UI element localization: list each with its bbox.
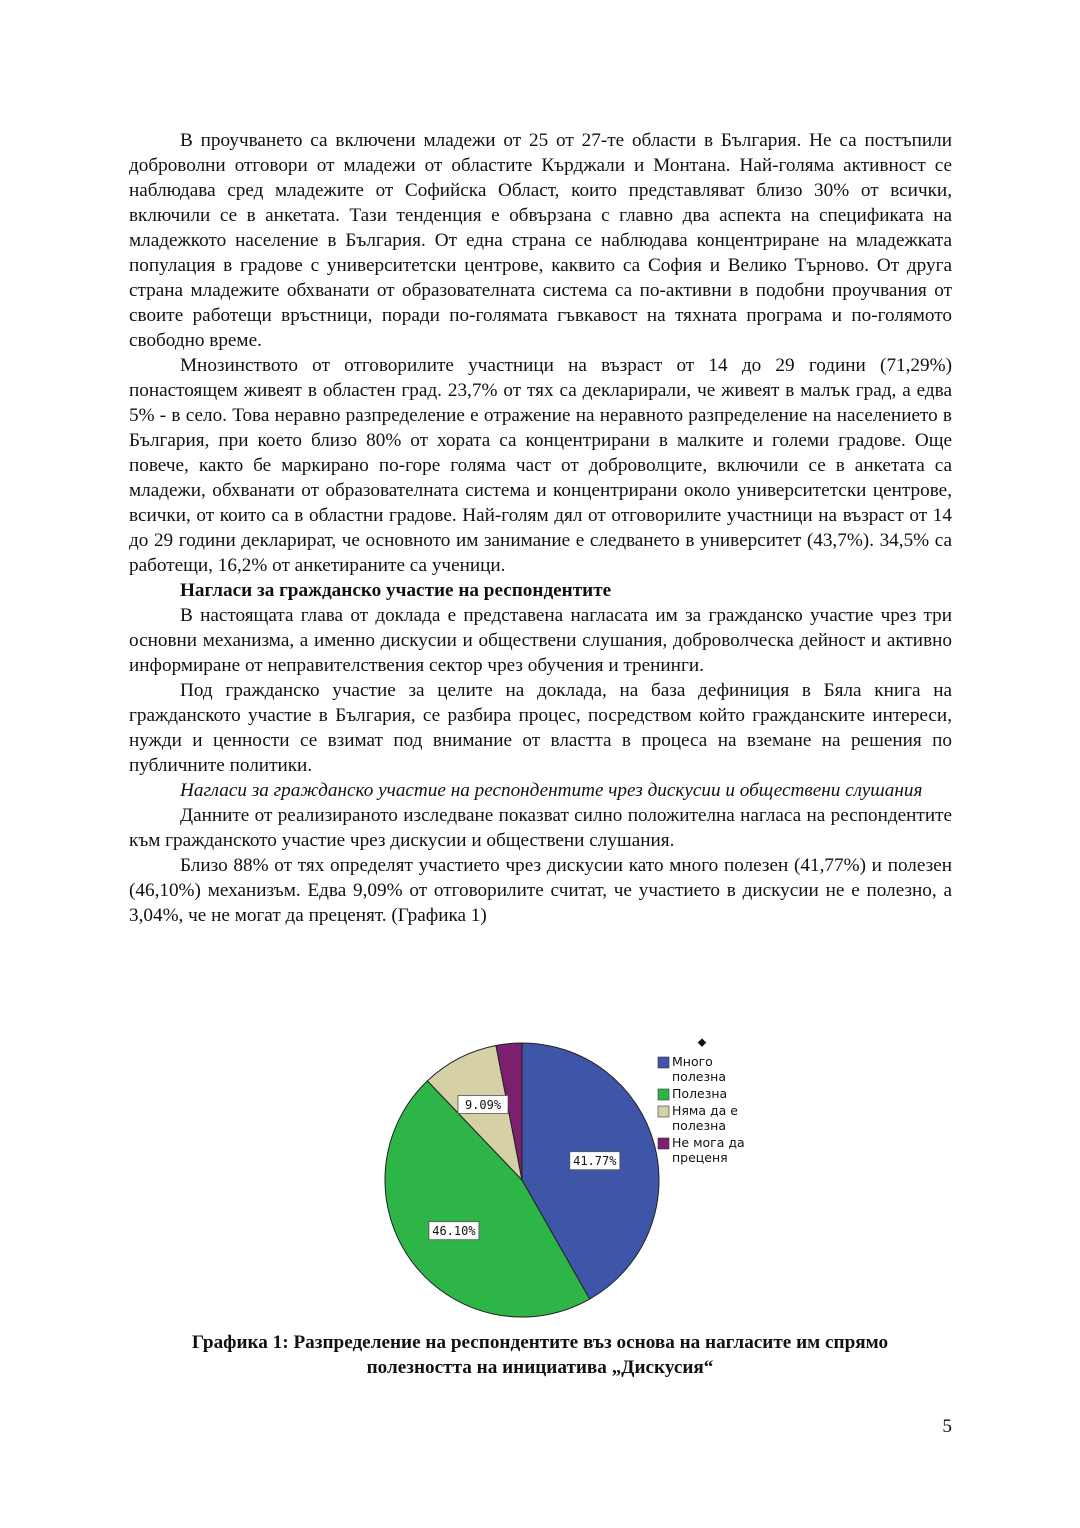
pie-data-label-2 — [429, 1222, 479, 1240]
subsection-heading: Нагласи за гражданско участие на респондентите чрез дискусии и обществени слушания — [180, 780, 923, 801]
svg-text:Много: Много — [672, 1054, 713, 1069]
figure-caption — [100, 1330, 980, 1380]
svg-text:Не мога да: Не мога да — [672, 1135, 745, 1150]
legend-item-1 — [658, 1054, 726, 1084]
paragraph: Данните от реализираното изследване показват силно положителна нагласа на респондентите към гражданското участие чрез дискусии и обществени слушания. — [129, 805, 952, 851]
paragraph: В настоящата глава от доклада е представена нагласата им за гражданско участие чрез три основни механизма, а именно дискусии и обществени слушания, доброволческа дейност и активно информиране от неправителствения сектор чрез обучения и тренинги. — [129, 605, 952, 676]
pie-chart-svg — [370, 1030, 790, 1330]
body-text — [129, 128, 952, 928]
paragraph: Мнозинството от отговорилите участници на възраст от 14 до 29 години (71,29%) понастоящем живеят в областен град. 23,7% от тях са декларирали, че живеят в малък град, а едва 5% - в село. Това неравно разпределение е отражение на неравното разпределение на населението в България, при което близо 80% от хората са концентрирани в малките и големи градове. Още повече, както бе маркирано по-горе голяма част от доброволците, включили се в анкетата са младежи, обхванати от образователната система и концентрирани около университетски центрове, всички, от които са в областни градове. Най-голям дял от отговорилите участници на възраст от 14 до 29 години декларират, че основното им занимание е следването в университет (43,7%). 34,5% са работещи, 16,2% от анкетираните са ученици. — [129, 355, 952, 576]
section-heading: Нагласи за гражданско участие на респондентите — [180, 580, 612, 601]
legend-item-2 — [658, 1086, 727, 1101]
svg-text:46.10%: 46.10% — [432, 1224, 476, 1239]
svg-text:41.77%: 41.77% — [573, 1154, 617, 1169]
legend-marker-icon: ⬥ — [697, 1034, 707, 1049]
paragraph: Под гражданско участие за целите на доклада, на база дефиниция в Бяла книга на гражданското участие в България, се разбира процес, посредством който гражданските интереси, нужди и ценности се взимат под внимание от властта в процеса на вземане на решения по публичните политики. — [129, 680, 952, 776]
pie-data-label-3 — [458, 1096, 508, 1114]
svg-text:преценя: преценя — [672, 1150, 728, 1165]
pie-chart — [370, 1030, 790, 1330]
svg-text:полезна: полезна — [672, 1069, 726, 1084]
page-number: 5 — [942, 1416, 952, 1437]
svg-text:9.09%: 9.09% — [464, 1098, 502, 1112]
paragraph: В проучването са включени младежи от 25 от 27-те области в България. Не са постъпили доброволни отговори от младежи от областите Кърджали и Монтана. Най-голяма активност се наблюдава сред младежите от Софийска Област, които представляват близо 30% от всички, включили се в анкетата. Тази тенденция е обвързана с главно два аспекта на спецификата на младежкото население в България. От една страна се наблюдава концентриране на младежката популация в градове с университетски центрове, каквито са София и Велико Търново. От друга страна младежите обхванати от образователната система са по-активни в подобни проучвания от своите работещи връстници, поради по-голямата гъвкавост на тяхната програма и по-голямото свободно време. — [129, 130, 952, 351]
paragraph: Близо 88% от тях определят участието чрез дискусии като много полезен (41,77%) и полезен (46,10%) механизъм. Едва 9,09% от отговорилите считат, че участието в дискусии не е полезно, а 3,04%, че не могат да преценят. (Графика 1) — [129, 855, 952, 926]
svg-text:полезна: полезна — [672, 1118, 726, 1133]
caption-line-1: Графика 1: Разпределение на респондентите въз основа на нагласите им спрямо — [191, 1332, 889, 1353]
legend-item-3 — [658, 1103, 738, 1133]
legend-item-4 — [658, 1135, 745, 1165]
caption-line-2: полезността на инициатива „Дискусия“ — [366, 1357, 714, 1378]
svg-text:Няма да е: Няма да е — [672, 1103, 738, 1118]
pie-data-label-1 — [570, 1152, 620, 1170]
svg-text:Полезна: Полезна — [672, 1086, 728, 1101]
